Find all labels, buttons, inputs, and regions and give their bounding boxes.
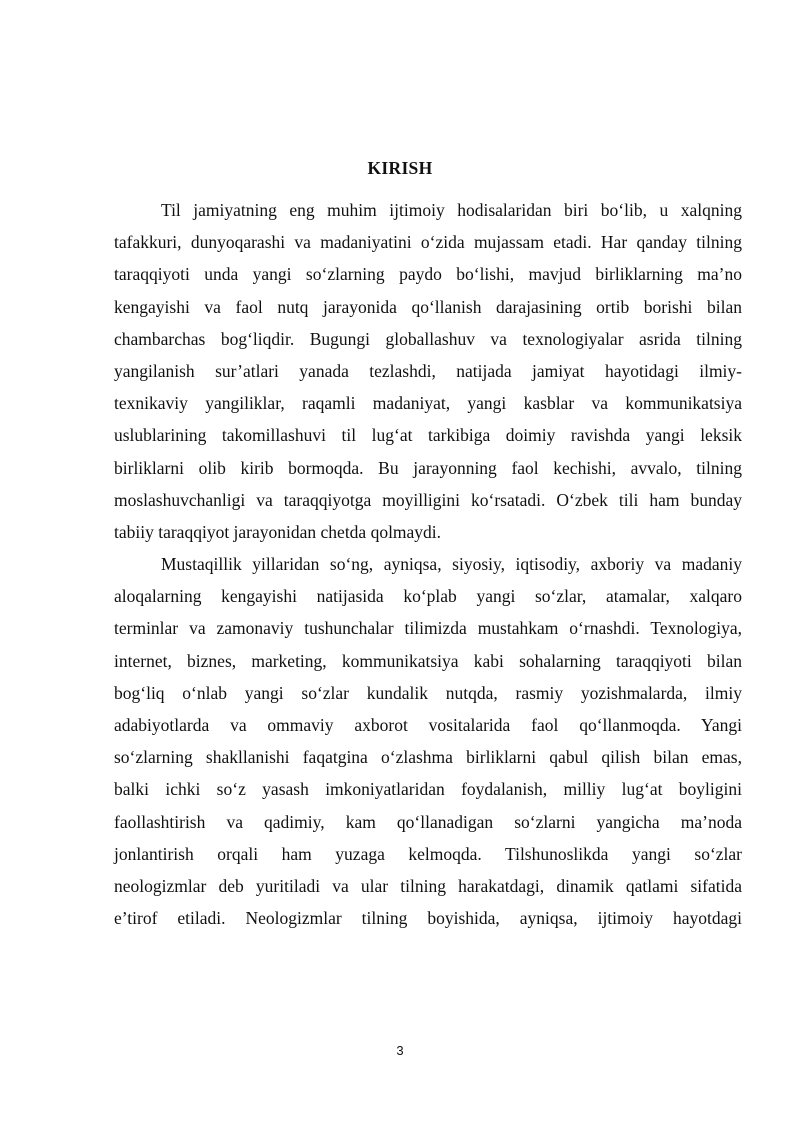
text-line: uslublarining takomillashuvi til lug‘at tarkibiga doimiy ravishda yangi leksik bbox=[114, 425, 742, 446]
text-line: e’tirof etiladi. Neologizmlar tilning boyishida, ayniqsa, ijtimoiy hayotdagi bbox=[114, 908, 742, 929]
text-line: kengayishi va faol nutq jarayonida qo‘llanish darajasining ortib borishi bilan bbox=[114, 296, 742, 317]
document-body bbox=[114, 194, 742, 934]
text-line: so‘zlarning shakllanishi faqatgina o‘zlashma birliklarni qabul qilish bilan emas, bbox=[114, 747, 742, 768]
text-line: aloqalarning kengayishi natijasida ko‘plab yangi so‘zlar, atamalar, xalqaro bbox=[114, 586, 742, 607]
text-line: texnikaviy yangiliklar, raqamli madaniyat, yangi kasblar va kommunikatsiya bbox=[114, 393, 742, 414]
text-line: tafakkuri, dunyoqarashi va madaniyatini o‘zida mujassam etadi. Har qanday tilning bbox=[114, 232, 742, 253]
text-line: terminlar va zamonaviy tushunchalar tilimizda mustahkam o‘rnashdi. Texnologiya, bbox=[114, 618, 742, 639]
text-line: birliklarni olib kirib bormoqda. Bu jarayonning faol kechishi, avvalo, tilning bbox=[114, 457, 742, 478]
text-line: balki ichki so‘z yasash imkoniyatlaridan foydalanish, milliy lug‘at boyligini bbox=[114, 779, 742, 800]
text-line: faollashtirish va qadimiy, kam qo‘llanadigan so‘zlarni yangicha ma’noda bbox=[114, 811, 742, 832]
text-line: adabiyotlarda va ommaviy axborot vositalarida faol qo‘llanmoqda. Yangi bbox=[114, 715, 742, 735]
text-line: Til jamiyatning eng muhim ijtimoiy hodisalaridan biri bo‘lib, u xalqning bbox=[161, 200, 742, 220]
text-line: Mustaqillik yillaridan so‘ng, ayniqsa, siyosiy, iqtisodiy, axboriy va madaniy bbox=[161, 554, 742, 575]
text-line: tabiiy taraqqiyot jarayonidan chetda qolmaydi. bbox=[114, 521, 442, 542]
text-line: internet, biznes, marketing, kommunikatsiya kabi sohalarning taraqqiyoti bilan bbox=[114, 650, 742, 671]
paragraph-2 bbox=[114, 548, 742, 934]
text-line: taraqqiyoti unda yangi so‘zlarning paydo bo‘lishi, mavjud birliklarning ma’no bbox=[114, 264, 742, 285]
text-line: chambarchas bog‘liqdir. Bugungi globallashuv va texnologiyalar asrida tilning bbox=[114, 328, 742, 349]
text-line: jonlantirish orqali ham yuzaga kelmoqda. Tilshunoslikda yangi so‘zlar bbox=[114, 843, 742, 864]
text-line: yangilanish sur’atlari yanada tezlashdi, natijada jamiyat hayotidagi ilmiy- bbox=[114, 360, 742, 381]
text-line: neologizmlar deb yuritiladi va ular tilning harakatdagi, dinamik qatlami sifatida bbox=[114, 875, 742, 896]
text-line: moslashuvchanligi va taraqqiyotga moyilligini ko‘rsatadi. O‘zbek tili ham bunday bbox=[114, 489, 742, 510]
paragraph-1 bbox=[114, 194, 742, 548]
page-title: KIRISH bbox=[367, 158, 433, 178]
page-number: 3 bbox=[396, 1043, 404, 1058]
text-line: bog‘liq o‘nlab yangi so‘zlar kundalik nutqda, rasmiy yozishmalarda, ilmiy bbox=[114, 682, 742, 703]
